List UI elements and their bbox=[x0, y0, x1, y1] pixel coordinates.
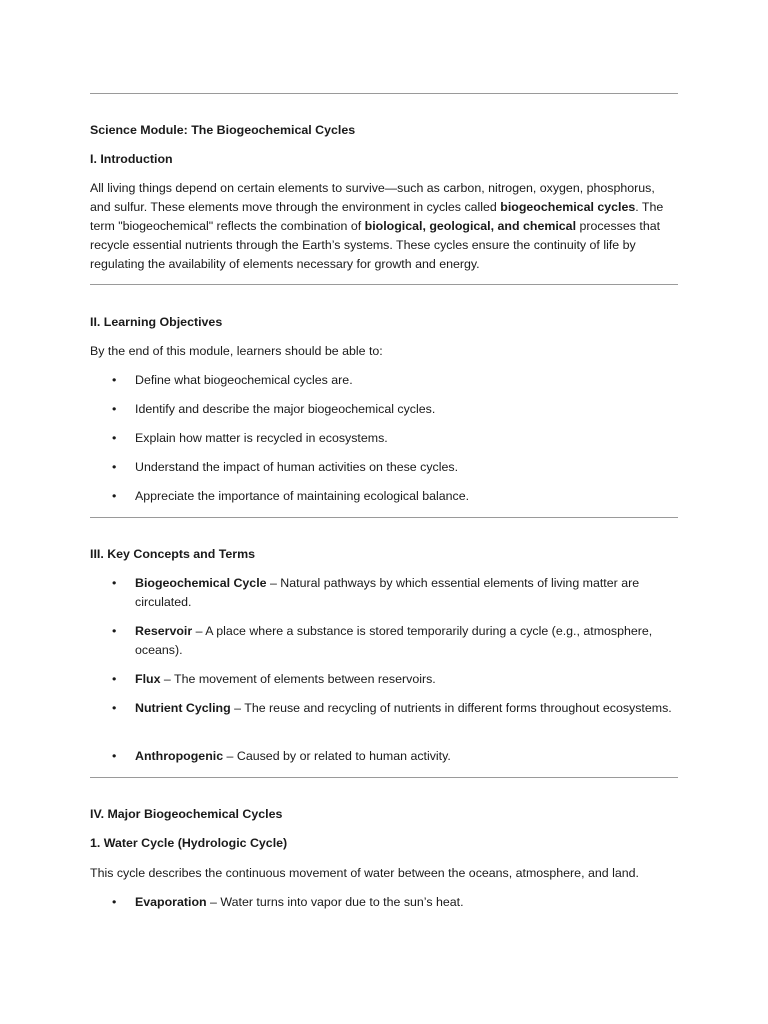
list-item: • Identify and describe the major biogeochemical cycles. bbox=[112, 400, 678, 419]
list-item: • Explain how matter is recycled in ecosystems. bbox=[112, 429, 678, 448]
bullet-icon: • bbox=[112, 672, 117, 686]
objectives-lead: By the end of this module, learners should be able to: bbox=[90, 344, 383, 358]
list-item: • Understand the impact of human activities on these cycles. bbox=[112, 458, 678, 477]
horizontal-rule bbox=[90, 93, 678, 94]
document-title: Science Module: The Biogeochemical Cycles bbox=[90, 123, 356, 137]
horizontal-rule bbox=[90, 284, 678, 285]
list-item: • Evaporation – Water turns into vapor due to the sun’s heat. bbox=[112, 893, 678, 912]
bullet-icon: • bbox=[112, 576, 117, 590]
section-heading-concepts: III. Key Concepts and Terms bbox=[90, 547, 256, 561]
horizontal-rule bbox=[90, 517, 678, 518]
horizontal-rule bbox=[90, 777, 678, 778]
bullet-icon: • bbox=[112, 749, 117, 763]
bullet-icon: • bbox=[112, 431, 117, 445]
list-item: • Biogeochemical Cycle – Natural pathways by which essential elements of living matter are circulated. bbox=[112, 576, 640, 609]
list-item: • Define what biogeochemical cycles are. bbox=[112, 371, 678, 390]
list-item: • Appreciate the importance of maintaining ecological balance. bbox=[112, 487, 678, 506]
section-heading-cycles: IV. Major Biogeochemical Cycles bbox=[90, 807, 283, 821]
bullet-icon: • bbox=[112, 373, 117, 387]
list-item: • Nutrient Cycling – The reuse and recycling of nutrients in different forms throughout ecosystems. bbox=[112, 699, 678, 718]
list-item: • Anthropogenic – Caused by or related to human activity. bbox=[112, 747, 678, 766]
water-cycle-paragraph: This cycle describes the continuous movement of water between the oceans, atmosphere, and land. bbox=[90, 866, 639, 880]
bullet-icon: • bbox=[112, 624, 117, 638]
subsection-heading-water-cycle: 1. Water Cycle (Hydrologic Cycle) bbox=[90, 836, 288, 850]
bullet-icon: • bbox=[112, 489, 117, 503]
section-heading-objectives: II. Learning Objectives bbox=[90, 315, 223, 329]
list-item: • Flux – The movement of elements between reservoirs. bbox=[112, 670, 678, 689]
section-heading-introduction: I. Introduction bbox=[90, 152, 173, 166]
bullet-icon: • bbox=[112, 460, 117, 474]
list-item: • Reservoir – A place where a substance is stored temporarily during a cycle (e.g., atmosphere, oceans). bbox=[112, 624, 653, 657]
bullet-icon: • bbox=[112, 895, 117, 909]
introduction-paragraph: All living things depend on certain elements to survive—such as carbon, nitrogen, oxygen, phosphorus, and sulfur. These elements move through the environment in cycles called biogeochemical cycles. The term "biogeochemical" reflects the combination of biological, geological, and chemical processes that recycle essential nutrients through the Earth’s systems. These cycles ensure the continuity of life by regulating the availability of elements necessary for growth and energy. bbox=[90, 181, 664, 271]
bullet-icon: • bbox=[112, 701, 117, 715]
bullet-icon: • bbox=[112, 402, 117, 416]
